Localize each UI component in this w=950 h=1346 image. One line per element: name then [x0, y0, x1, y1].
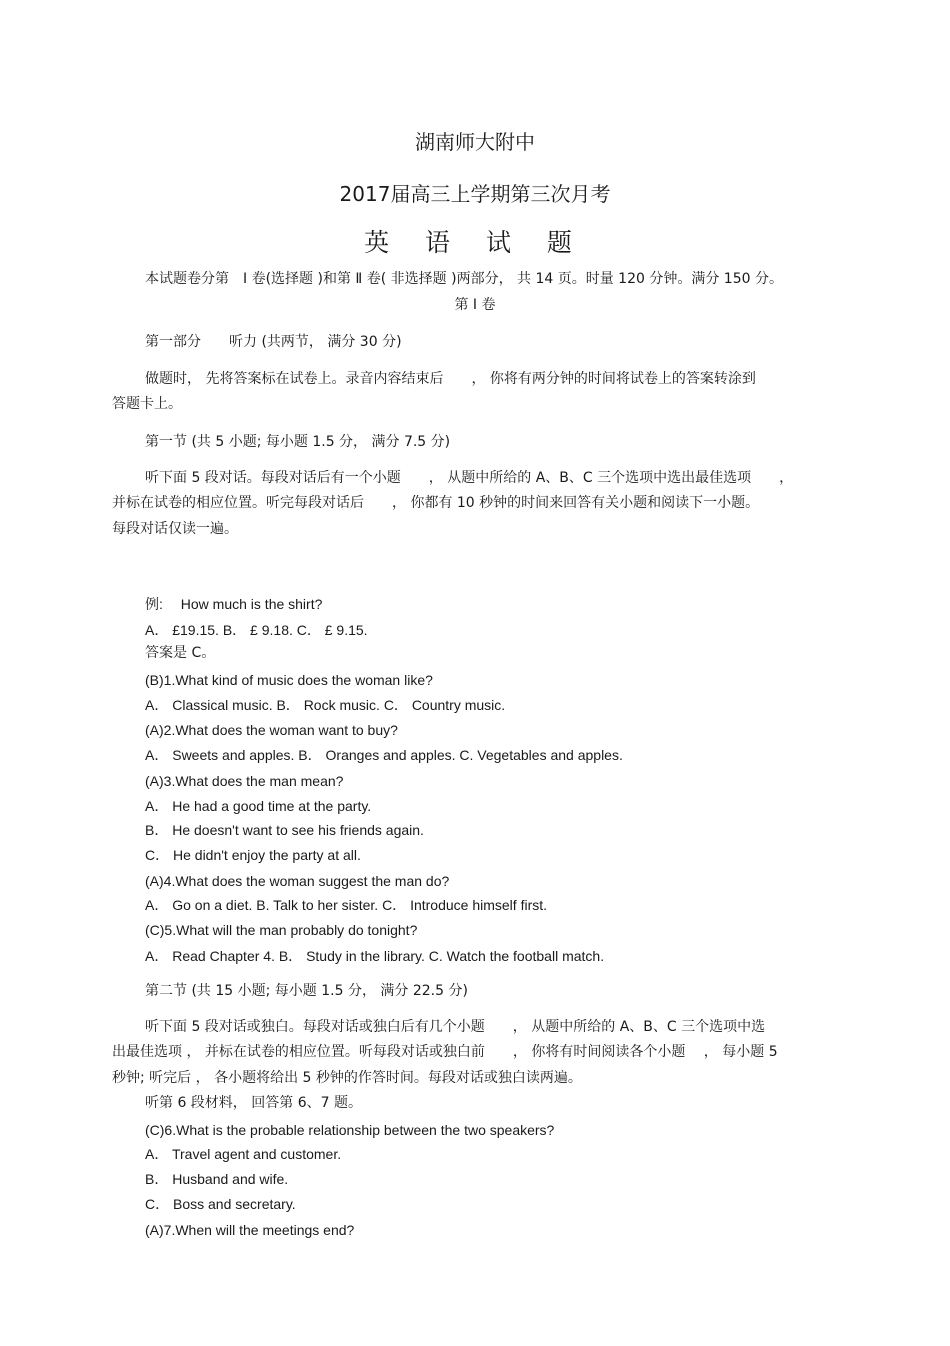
section1-instruction: 每段对话仅读一遍。 [112, 521, 238, 537]
section2-instruction: 出最佳选项 ， 并标在试卷的相应位置。听每段对话或独白前 ， 你将有时间阅读各个小题 ， 每小题 5 [112, 1044, 778, 1060]
example-answer: 答案是 C。 [145, 645, 216, 661]
question-6-option-c: C． Boss and secretary. [145, 1196, 296, 1212]
question-7: (A)7.When will the meetings end? [145, 1222, 355, 1238]
example-question: 例: How much is the shirt? [145, 596, 323, 612]
question-2-options: A． Sweets and apples. B． Oranges and apples. C. Vegetables and apples. [145, 747, 623, 763]
section2-title: 第二节 (共 15 小题; 每小题 1.5 分， 满分 22.5 分) [145, 983, 468, 999]
question-5: (C)5.What will the man probably do tonight? [145, 922, 418, 938]
subject-title: 英 语 试 题 [364, 228, 586, 257]
question-3-option-b: B． He doesn't want to see his friends again. [145, 822, 424, 838]
exam-title: 2017届高三上学期第三次月考 [339, 182, 611, 206]
section1-instruction: 并标在试卷的相应位置。听完每段对话后 ， 你都有 10 秒钟的时间来回答有关小题和阅读下一小题。 [112, 495, 760, 511]
paper-intro: 本试题卷分第 Ⅰ 卷(选择题 )和第 Ⅱ 卷( 非选择题 )两部分， 共 14 页。时量 120 分钟。满分 150 分。 [145, 271, 783, 287]
question-2: (A)2.What does the woman want to buy? [145, 722, 398, 738]
material-prompt: 听第 6 段材料， 回答第 6、7 题。 [145, 1095, 362, 1111]
section2-instruction: 秒钟; 听完后 ， 各小题将给出 5 秒钟的作答时间。每段对话或独白读两遍。 [112, 1070, 582, 1086]
question-1-options: A． Classical music. B． Rock music. C． Country music. [145, 697, 506, 713]
part1-instruction: 答题卡上。 [112, 396, 182, 412]
question-4: (A)4.What does the woman suggest the man do? [145, 873, 450, 889]
section1-instruction: 听下面 5 段对话。每段对话后有一个小题 ， 从题中所给的 A、B、C 三个选项中选出最佳选项 ， [145, 470, 794, 486]
section2-instruction: 听下面 5 段对话或独白。每段对话或独白后有几个小题 ， 从题中所给的 A、B、C 三个选项中选 [145, 1019, 766, 1035]
question-3-option-a: A． He had a good time at the party. [145, 798, 372, 814]
question-4-options: A． Go on a diet. B. Talk to her sister. C． Introduce himself first. [145, 897, 548, 913]
part1-instruction: 做题时， 先将答案标在试卷上。录音内容结束后 ， 你将有两分钟的时间将试卷上的答案转涂到 [145, 371, 756, 387]
question-3-option-c: C． He didn't enjoy the party at all. [145, 847, 361, 863]
volume-label: 第 Ⅰ 卷 [454, 297, 496, 313]
question-3: (A)3.What does the man mean? [145, 773, 344, 789]
question-1: (B)1.What kind of music does the woman like? [145, 672, 433, 688]
question-6-option-b: B． Husband and wife. [145, 1171, 289, 1187]
school-title: 湖南师大附中 [415, 130, 535, 154]
question-6-option-a: A． Travel agent and customer. [145, 1146, 342, 1162]
question-5-options: A． Read Chapter 4. B． Study in the library. C. Watch the football match. [145, 948, 605, 964]
part1-title: 第一部分 听力 (共两节， 满分 30 分) [145, 334, 402, 350]
section1-title: 第一节 (共 5 小题; 每小题 1.5 分， 满分 7.5 分) [145, 434, 451, 450]
example-options: A． £19.15. B． £ 9.18. C． £ 9.15. [145, 622, 368, 638]
question-6: (C)6.What is the probable relationship between the two speakers? [145, 1122, 555, 1138]
